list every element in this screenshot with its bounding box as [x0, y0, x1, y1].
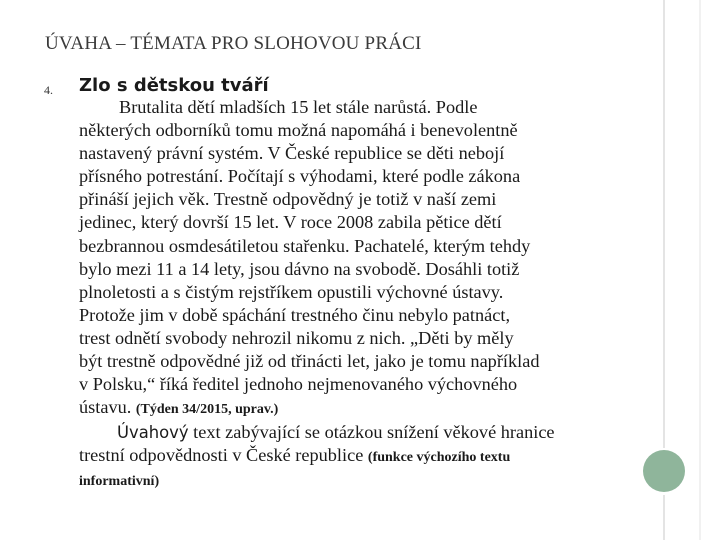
- text-line: Brutalita dětí mladších 15 let stále narůstá. Podle: [119, 97, 478, 117]
- note-text: (funkce výchozího textu: [367, 450, 511, 466]
- text-line: [79, 396, 649, 421]
- text-line: trest odnětí svobody nehrozil nikomu z nich. „Děti by měly: [79, 327, 514, 348]
- text-line: přináší jejich věk. Trestně odpovědný je totiž v naší zemi: [79, 189, 497, 210]
- decorative-circle: [643, 450, 685, 492]
- note-text: informativní): [79, 473, 160, 489]
- text-line: plnoletosti a s čistým rejstříkem opustili výchovné ústavy.: [79, 281, 504, 302]
- slide-title: ÚVAHA – TÉMATA PRO SLOHOVOU PRÁCI: [45, 33, 422, 54]
- text-fragment: Úvahový: [117, 423, 189, 443]
- text-fragment: trestní odpovědnosti v České republice: [79, 445, 364, 466]
- text-fragment: text zabývající se otázkou snížení věkové hranice: [188, 422, 555, 443]
- text-line: [79, 421, 649, 444]
- text-line: jedinec, který dovrší 15 let. V roce 2008 zabila pětice dětí: [79, 212, 502, 233]
- text-line: bylo mezi 11 a 14 lety, jsou dávno na svobodě. Dosáhli totiž: [79, 258, 520, 279]
- text-line: [79, 444, 649, 469]
- text-line: bezbrannou osmdesátiletou stařenku. Pachatelé, kterým tehdy: [79, 235, 531, 256]
- text-line: být trestně odpovědné již od třinácti let, jako je tomu například: [79, 351, 540, 372]
- item-heading: Zlo s dětskou tváří: [79, 75, 269, 96]
- text-line: přísného potrestání. Počítají s výhodami, které podle zákona: [79, 166, 521, 187]
- text-line: Protože jim v době spáchání trestného činu nebylo patnáct,: [79, 304, 511, 325]
- text-fragment: ústavu.: [79, 397, 132, 418]
- text-line: nastavený právní systém. V České republice se děti nebojí: [79, 143, 505, 164]
- article-text: [79, 96, 649, 493]
- text-line: v Polsku,“ říká ředitel jednoho nejmenovaného výchovného: [79, 374, 518, 395]
- text-line: některých odborníků tomu možná napomáhá i benevolentně: [79, 120, 518, 141]
- source-citation: (Týden 34/2015, uprav.): [135, 402, 279, 418]
- list-item-number: 4.: [44, 83, 53, 97]
